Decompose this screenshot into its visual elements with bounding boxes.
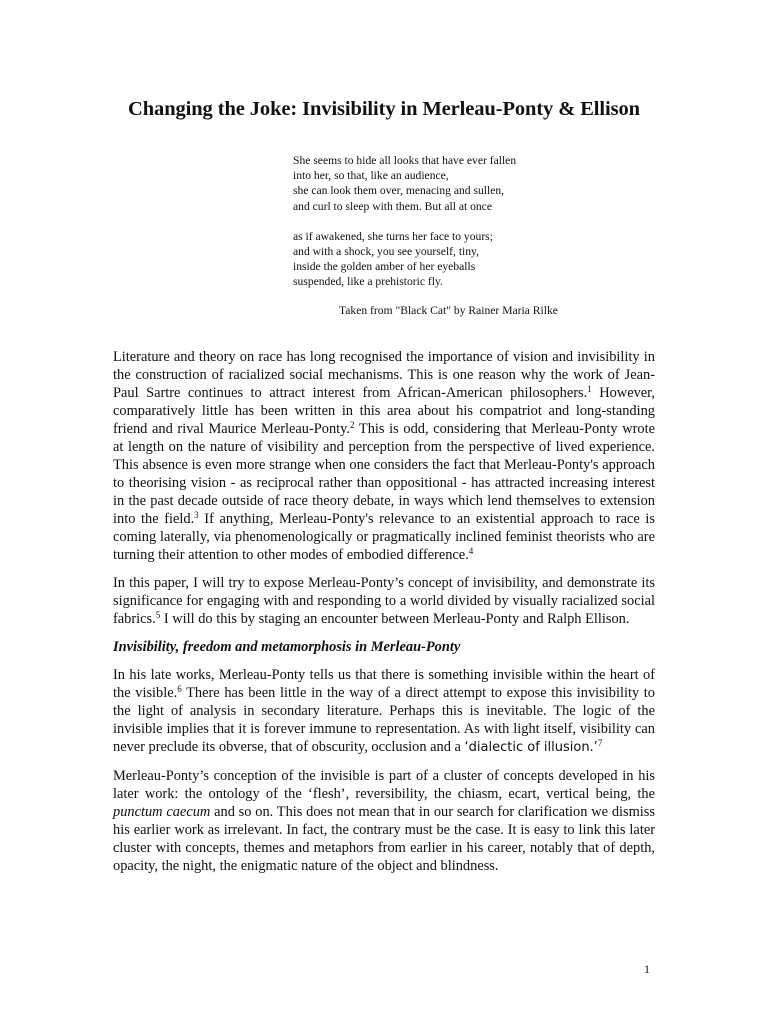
page-number: 1	[644, 962, 650, 976]
paragraph-text: In his late works, Merleau-Ponty tells us that there is something invisible within the heart of the visible.	[113, 667, 655, 701]
footnote-ref[interactable]: 5	[155, 610, 161, 620]
footnote-ref[interactable]: 3	[194, 510, 199, 520]
paragraph-text: However, comparatively little has been written in this area about his compatriot and long-standing friend and rival Maurice Merleau-Ponty.	[113, 385, 655, 437]
paragraph-text: This is odd, considering that Merleau-Ponty wrote at length on the nature of visibility and perception from the perspective of lived experience. This absence is even more strange when one considers the fact that Merleau-Ponty's approach to theorising vision - as reciprocal rather than oppositional - has attracted increasing interest in the past decade outside of race theory debate, in ways which lend themselves to extension into the field.	[113, 421, 655, 527]
poem-line: and curl to sleep with them. But all at once	[293, 199, 492, 213]
footnote-ref[interactable]: 6	[177, 684, 182, 694]
paragraph-intro	[113, 348, 655, 564]
paragraph-text: In this paper, I will try to expose Merleau-Ponty’s concept of invisibility, and demonstrate its significance for engaging with and responding to a world divided by visually racialized social fabrics.	[113, 575, 655, 627]
paper-title: Changing the Joke: Invisibility in Merleau-Ponty & Ellison	[128, 98, 640, 120]
paragraph-thesis	[113, 574, 655, 628]
paragraph-invisibility	[113, 666, 655, 757]
poem-line: She seems to hide all looks that have ever fallen	[293, 154, 517, 167]
footnote-ref[interactable]: 1	[587, 384, 592, 394]
footnote-ref[interactable]: 2	[350, 420, 355, 430]
poem-line: and with a shock, you see yourself, tiny,	[293, 245, 479, 259]
poem-line: she can look them over, menacing and sullen,	[293, 184, 505, 198]
paragraph-text: and so on. This does not mean that in our search for clarification we dismiss his earlier work as irrelevant. In fact, the contrary must be the case. It is easy to link this later cluster with concepts, themes and metaphors from earlier in his career, notably that of depth, opacity, the night, the enigmatic nature of the object and blindness.	[113, 804, 656, 874]
epigraph-poem	[293, 153, 623, 305]
italic-term: punctum caecum	[113, 804, 211, 820]
poem-line: as if awakened, she turns her face to yours;	[293, 229, 493, 243]
body-text	[113, 348, 655, 885]
footnote-ref[interactable]: 4	[468, 546, 474, 556]
poem-line: inside the golden amber of her eyeballs	[293, 260, 476, 274]
epigraph-attribution: Taken from "Black Cat" by Rainer Maria Rilke	[339, 304, 558, 317]
paragraph-cluster	[113, 767, 655, 875]
footnote-ref[interactable]: 7	[597, 738, 603, 748]
quoted-phrase: ‘dialectic of illusion.’	[464, 740, 598, 755]
paragraph-text: I will do this by staging an encounter between Merleau-Ponty and Ralph Ellison.	[160, 611, 630, 627]
poem-stanza	[293, 153, 623, 214]
paragraph-text: If anything, Merleau-Ponty's relevance to an existential approach to race is coming laterally, via phenomenologically or pragmatically inclined feminist theorists who are turning their attention to other modes of embodied difference.	[113, 511, 655, 563]
section-heading: Invisibility, freedom and metamorphosis in Merleau-Ponty	[113, 639, 461, 655]
paragraph-text: Literature and theory on race has long recognised the importance of vision and invisibility in the construction of racialized social mechanisms. This is one reason why the work of Jean-Paul Sartre continues to attract interest from African-American philosophers.	[113, 349, 655, 401]
poem-stanza	[293, 229, 623, 290]
paragraph-text: Merleau-Ponty’s conception of the invisible is part of a cluster of concepts developed in his later work: the ontology of the ‘flesh’, reversibility, the chiasm, ecart, vertical being, the	[113, 768, 655, 802]
poem-line: suspended, like a prehistoric fly.	[293, 275, 443, 289]
paragraph-text: There has been little in the way of a direct attempt to expose this invisibility to the light of analysis in secondary literature. Perhaps this is inevitable. The logic of the invisible implies that it is forever immune to representation. As with light itself, visibility can never preclude its obverse, that of obscurity, occlusion and a	[113, 685, 655, 755]
poem-line: into her, so that, like an audience,	[293, 169, 449, 183]
